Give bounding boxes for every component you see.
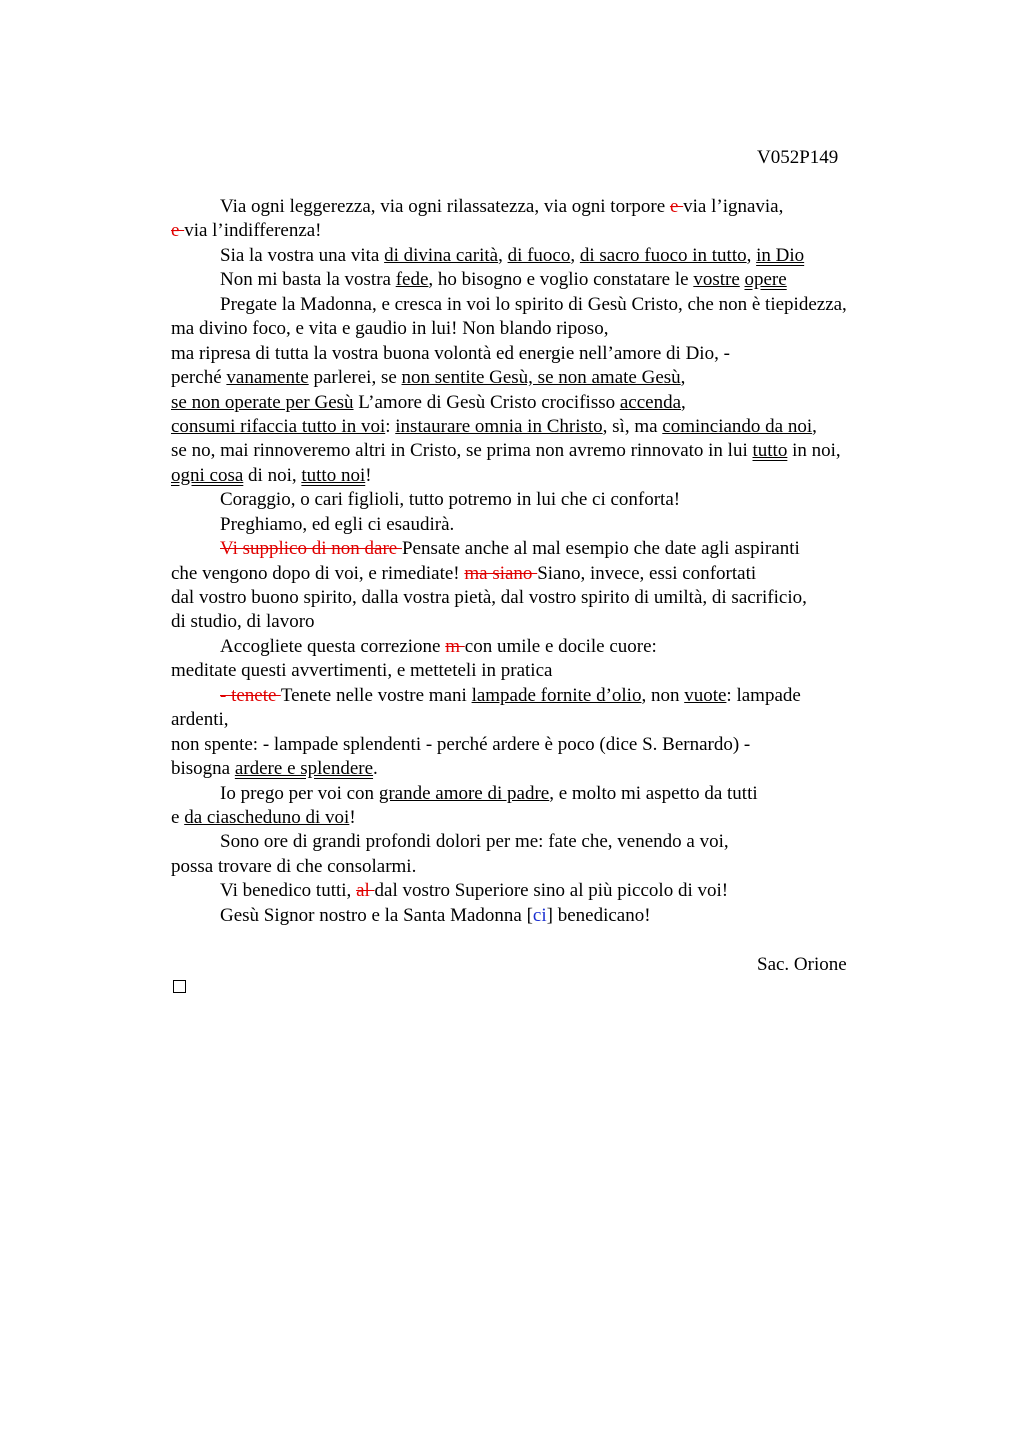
text-line	[171, 244, 916, 268]
text-segment: Io prego per voi con	[220, 782, 379, 804]
text-segment: possa trovare di che consolarmi.	[171, 855, 417, 877]
text-line	[171, 513, 916, 537]
text-segment: .	[373, 758, 378, 780]
text-line	[171, 904, 916, 928]
text-segment: di noi,	[243, 464, 302, 486]
underlined-text: di fuoco	[507, 244, 571, 266]
text-line	[171, 464, 916, 488]
text-segment: Preghiamo, ed egli ci esaudirà.	[220, 513, 455, 535]
text-line	[171, 635, 916, 659]
text-segment: e	[171, 806, 185, 828]
text-line	[171, 268, 916, 292]
text-segment: in noi,	[787, 440, 841, 462]
text-line	[171, 733, 916, 757]
text-segment: con umile e docile cuore:	[464, 635, 657, 657]
text-line	[171, 366, 916, 390]
letter-body	[171, 195, 916, 928]
underlined-text: consumi rifaccia tutto in voi	[171, 415, 386, 437]
text-segment: ,	[746, 244, 757, 266]
text-segment: che vengono dopo di voi, e rimediate!	[171, 562, 465, 584]
text-segment: , ho bisogno e voglio constatare le	[428, 269, 694, 291]
text-segment: perché	[171, 367, 227, 389]
text-segment: :	[385, 415, 396, 437]
deleted-text: al	[356, 880, 375, 902]
text-segment: , sì, ma	[602, 415, 663, 437]
text-segment: dal vostro buono spirito, dalla vostra pietà, dal vostro spirito di umiltà, di sacrificio,	[171, 587, 807, 608]
underlined-text: di divina carità	[384, 244, 499, 266]
double-underlined-text: opere	[744, 269, 787, 291]
text-segment: di studio, di lavoro	[171, 611, 315, 633]
underlined-text: vuote	[684, 684, 727, 706]
deleted-text: - tenete	[220, 684, 281, 706]
text-segment: parlerei, se	[308, 367, 402, 389]
text-line	[171, 391, 916, 415]
text-line	[171, 708, 916, 732]
text-segment: Pregate la Madonna, e cresca in voi lo spirito di Gesù Cristo, che non è tiepidezza,	[220, 293, 847, 315]
double-underlined-text: in Dio	[756, 244, 805, 266]
text-line	[171, 659, 916, 683]
text-segment: via l’ignavia,	[683, 196, 784, 217]
text-segment: via l’indifferenza!	[184, 220, 322, 242]
text-segment: L’amore di Gesù Cristo crocifisso	[353, 391, 620, 413]
text-segment: Coraggio, o cari figlioli, tutto potremo in lui che ci conforta!	[220, 489, 681, 511]
deleted-text: e	[171, 220, 185, 242]
underlined-text: non sentite Gesù, se non amate Gesù	[401, 367, 681, 389]
underlined-text: se non operate per Gesù	[171, 391, 354, 413]
text-segment: , e molto mi aspetto da tutti	[549, 782, 758, 804]
text-line	[171, 439, 916, 463]
underlined-text: instaurare omnia in Christo	[395, 415, 603, 437]
signature: Sac. Orione	[757, 954, 847, 975]
text-segment: !	[349, 806, 356, 828]
text-line	[171, 757, 916, 781]
text-segment: se no, mai rinnoveremo altri in Cristo, se prima non avremo rinnovato in lui	[171, 440, 753, 462]
text-segment: Non mi basta la vostra	[220, 269, 396, 291]
text-segment: !	[365, 464, 372, 486]
text-line	[171, 219, 916, 243]
text-segment: ma ripresa di tutta la vostra buona volontà ed energie nell’amore di Dio, -	[171, 342, 730, 364]
underlined-text: vostre	[693, 269, 740, 291]
text-segment: Vi benedico tutti,	[220, 880, 357, 902]
double-underlined-text: tutto noi	[301, 464, 366, 486]
text-line	[171, 342, 916, 366]
text-segment: Tenete nelle vostre mani	[280, 684, 472, 706]
text-segment: Sono ore di grandi profondi dolori per me: fate che, venendo a voi,	[220, 831, 729, 853]
text-segment: Via ogni leggerezza, via ogni rilassatezza, via ogni torpore	[220, 196, 670, 217]
text-segment: : lampade	[726, 684, 801, 706]
deleted-text: ma siano	[464, 562, 538, 584]
underlined-text: lampade fornite d’olio	[471, 684, 642, 706]
inserted-text: ci	[532, 904, 547, 926]
double-underlined-text: ardere e splendere	[234, 758, 374, 780]
text-segment: Sia la vostra una vita	[220, 244, 385, 266]
text-line	[171, 806, 916, 830]
text-line	[171, 586, 916, 610]
text-segment: non spente: - lampade splendenti - perché ardere è poco (dice S. Bernardo) -	[171, 733, 751, 755]
text-segment: ,	[812, 415, 817, 437]
underlined-text: accenda	[619, 391, 682, 413]
underlined-text: cominciando da noi	[662, 415, 813, 437]
deleted-text: e	[669, 196, 684, 217]
text-segment: Pensate anche al mal esempio che date agli aspiranti	[401, 538, 800, 560]
underlined-text: fede	[395, 269, 429, 291]
text-segment: ardenti,	[171, 709, 229, 731]
text-segment: ma divino foco, e vita e gaudio in lui! Non blando riposo,	[171, 318, 609, 340]
underlined-text: vanamente	[226, 367, 309, 389]
text-segment: ,	[498, 244, 508, 266]
text-segment: bisogna	[171, 758, 235, 780]
deleted-text: m	[445, 635, 465, 657]
text-line	[171, 195, 916, 219]
text-line	[171, 782, 916, 806]
text-line	[171, 562, 916, 586]
text-segment: dal vostro Superiore sino al più piccolo di voi!	[374, 880, 729, 902]
text-line	[171, 830, 916, 854]
text-segment: ,	[681, 391, 686, 413]
underlined-text: di sacro fuoco in tutto	[579, 244, 747, 266]
page-reference-code: V052P149	[757, 147, 839, 168]
text-segment: ,	[570, 244, 580, 266]
text-line	[171, 415, 916, 439]
double-underlined-text: tutto	[752, 440, 788, 462]
text-line	[171, 610, 916, 634]
text-line	[171, 879, 916, 903]
text-segment: , non	[641, 684, 685, 706]
text-line	[171, 293, 916, 317]
underlined-text: da ciascheduno di voi	[184, 806, 350, 828]
deleted-text: Vi supplico di non dare	[220, 538, 402, 560]
text-segment: ] benedicano!	[546, 904, 651, 926]
text-segment: Gesù Signor nostro e la Santa Madonna [	[220, 904, 533, 926]
text-line	[171, 317, 916, 341]
text-line	[171, 855, 916, 879]
underlined-text: grande amore di padre	[378, 782, 550, 804]
double-underlined-text: ogni cosa	[171, 464, 244, 486]
checkbox-square-icon	[173, 980, 186, 993]
text-line	[171, 488, 916, 512]
text-segment: Siano, invece, essi confortati	[537, 562, 757, 584]
text-line	[171, 537, 916, 561]
text-segment: Accogliete questa correzione	[220, 635, 446, 657]
text-segment: meditate questi avvertimenti, e metteteli in pratica	[171, 660, 553, 682]
text-line	[171, 684, 916, 708]
text-segment: ,	[680, 367, 686, 389]
